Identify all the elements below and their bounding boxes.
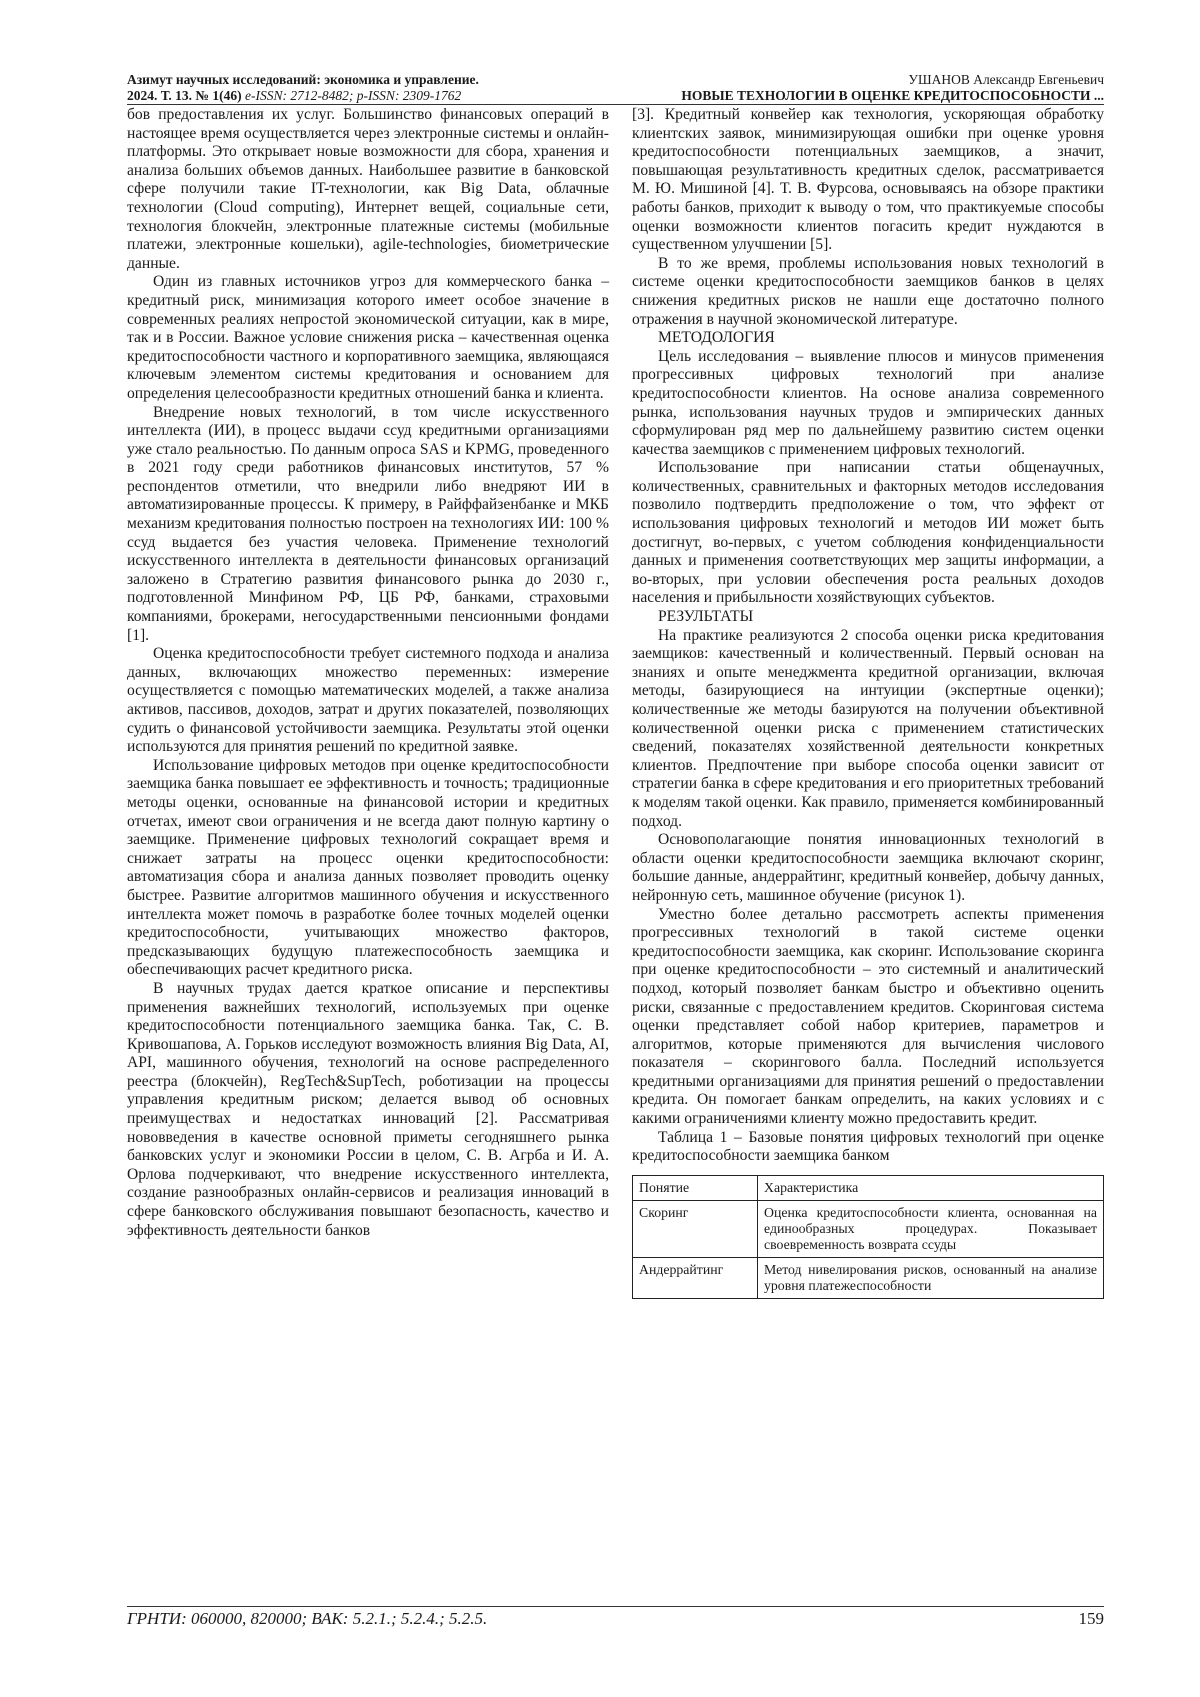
- paragraph: Уместно более детально рассмотреть аспекты применения прогрессивных технологий в такой системе оценки кредитоспособности заемщика, как скоринг. Использование скоринга при оценке кредитоспособности – это системный и аналитический подход, который позволяет банкам быстро и объективно оценить риски, связанные с предоставлением кредитов. Скоринговая система оценки представляет собой набор критериев, параметров и алгоритмов, которые применяются для вычисления числового показателя – скорингового балла. Последний используется кредитными организациями для принятия решений о предоставлении кредита. Он помогает банкам определить, на каких условиях и с какими ограничениями клиенту можно предоставить кредит.: [632, 905, 1104, 1128]
- table-header-cell: Характеристика: [758, 1175, 1104, 1200]
- left-column: [127, 106, 609, 1240]
- footer-divider: [127, 1606, 1104, 1607]
- table-caption: Таблица 1 – Базовые понятия цифровых технологий при оценке кредитоспособности заемщика банком: [632, 1128, 1104, 1165]
- paragraph: На практике реализуются 2 способа оценки риска кредитования заемщиков: качественный и количественный. Первый основан на знаниях и опыте менеджмента кредитной организации, включая методы, базирующиеся на интуиции (экспертные оценки); количественные же методы базируются на получении объективной количественной оценки риска с применением статистических сведений, показателях хозяйственной деятельности конкретных клиентов. Предпочтение при выборе способа оценки зависит от стратегии банка в сфере кредитования и его приоритетных требований к моделям такой оценки. Как правило, применяется комбинированный подход.: [632, 626, 1104, 830]
- header-divider: [127, 104, 1104, 105]
- table-cell-term: Андеррайтинг: [633, 1257, 758, 1298]
- paragraph: Внедрение новых технологий, в том числе искусственного интеллекта (ИИ), в процесс выдачи ссуд кредитными организациями уже стало реальностью. По данным опроса SAS и KPMG, проведенного в 2021 году среди работников финансовых институтов, 57 % респондентов отметили, что внедрили либо внедряют ИИ в автоматизированные процессы. К примеру, в Райффайзенбанке и МКБ механизм кредитования полностью построен на технологиях ИИ: 100 % ссуд выдается без участия человека. Применение технологий искусственного интеллекта в деятельности финансовых организаций заложено в Стратегию развития финансового рынка до 2030 г., подготовленной Минфином РФ, ЦБ РФ, банками, страховыми компаниями, брокерами, негосударственными пенсионными фондами [1].: [127, 403, 609, 644]
- page-number: 159: [1078, 1609, 1104, 1628]
- journal-name: Азимут научных исследований: экономика и управление.: [127, 72, 479, 87]
- paragraph: В научных трудах дается краткое описание и перспективы применения важнейших технологий, используемых при оценке кредитоспособности потенциального заемщика банка. Так, С. В. Кривошапова, А. Горьков исследуют возможность влияния Big Data, AI, API, машинного обучения, технологий на основе распределенного реестра (блокчейн), RegTech&SupTech, роботизации на процессы управления кредитным риском; делается вывод об основных преимуществах и недостатках инноваций [2]. Рассматривая нововведения в качестве основной приметы сегодняшнего рынка банковских услуг и экономики России в целом, С. В. Агрба и И. А. Орлова подчеркивают, что внедрение искусственного интеллекта, создание разнообразных онлайн-сервисов и реализация инноваций в сфере банковского обслуживания повышают безопасность, качество и эффективность деятельности банков: [127, 979, 609, 1239]
- paragraph: Использование цифровых методов при оценке кредитоспособности заемщика банка повышает ее эффективность и точность; традиционные методы оценки, основанные на финансовой истории и кредитных отчетах, имеют свои ограничения и не всегда дают полную картину о заемщике. Применение цифровых технологий сокращает время и снижает затраты на процесс оценки кредитоспособности: автоматизация сбора и анализа данных позволяет проводить оценку быстрее. Развитие алгоритмов машинного обучения и искусственного интеллекта может помочь в разработке более точных моделей оценки кредитоспособности, учитывающих множество факторов, предсказывающих будущую платежеспособность заемщика и обеспечивающих расчет кредитного риска.: [127, 756, 609, 979]
- right-column: [632, 106, 1104, 1299]
- concepts-table: [632, 1175, 1104, 1299]
- section-heading-methodology: МЕТОДОЛОГИЯ: [658, 329, 775, 347]
- article-info: [681, 72, 1104, 104]
- paragraph: Использование при написании статьи общенаучных, количественных, сравнительных и факторных методов исследования позволило подтвердить предположение о том, что эффект от использования цифровых технологий и методов ИИ может быть достигнут, во-первых, с учетом соблюдения конфиденциальности данных и применения соответствующих мер защиты информации, а во-вторых, при условии обеспечения роста реальных доходов населения и прибыльности хозяйствующих субъектов.: [632, 459, 1104, 607]
- journal-issn: e-ISSN: 2712-8482; p-ISSN: 2309-1762: [241, 88, 462, 103]
- author-name: УШАНОВ Александр Евгеньевич: [908, 72, 1104, 87]
- page-header: [127, 72, 1104, 106]
- paragraph: Оценка кредитоспособности требует системного подхода и анализа данных, включающих множество переменных: измерение осуществляется с помощью математических моделей, а также анализа активов, пассивов, доходов, затрат и других показателей, позволяющих судить о финансовой устойчивости заемщика. Результаты этой оценки используются для принятия решений по кредитной заявке.: [127, 645, 609, 756]
- paragraph: [3]. Кредитный конвейер как технология, ускоряющая обработку клиентских заявок, минимизирующая ошибки при оценке уровня кредитоспособности потенциальных заемщиков, а значит, повышающая результативность кредитных сделок, рассматривается М. Ю. Мишиной [4]. Т. В. Фурсова, основываясь на обзоре практики работы банков, приходит к выводу о том, что практикуемые способы оценки возможности клиентов погасить кредит нуждаются в существенном улучшении [5].: [632, 106, 1104, 254]
- table-cell-description: Метод нивелирования рисков, основанный на анализе уровня платежеспособности: [758, 1257, 1104, 1298]
- section-heading-results: РЕЗУЛЬТАТЫ: [658, 608, 754, 626]
- paragraph: Основополагающие понятия инновационных технологий в области оценки кредитоспособности заемщика включают скоринг, большие данные, андеррайтинг, кредитный конвейер, добычу данных, нейронную сеть, машинное обучение (рисунок 1).: [632, 831, 1104, 904]
- journal-issue: 2024. Т. 13. № 1(46): [127, 88, 242, 103]
- table-cell-description: Оценка кредитоспособности клиента, основанная на единообразных процедурах. Показывает своевременность возврата ссуды: [758, 1200, 1104, 1257]
- paragraph: Цель исследования – выявление плюсов и минусов применения прогрессивных цифровых технологий при анализе кредитоспособности клиентов. На основе анализа современного рынка, использования научных трудов и эмпирических данных сформулирован ряд мер по дальнейшему развитию систем оценки качества заемщиков с применением цифровых технологий.: [632, 347, 1104, 458]
- journal-info: [127, 72, 479, 104]
- running-title: НОВЫЕ ТЕХНОЛОГИИ В ОЦЕНКЕ КРЕДИТОСПОСОБНОСТИ ...: [681, 88, 1104, 103]
- paragraph: бов предоставления их услуг. Большинство финансовых операций в настоящее время осуществляется через электронные системы и онлайн-платформы. Это открывает новые возможности для сбора, хранения и анализа больших объемов данных. Наибольшее развитие в банковской сфере получили такие IT-технологии, как Big Data, облачные технологии (Cloud computing), Интернет вещей, социальные сети, технология блокчейн, электронные платежные системы (мобильные платежи, электронные кошельки), agile-technologies, биометрические данные.: [127, 106, 609, 272]
- paragraph: В то же время, проблемы использования новых технологий в системе оценки кредитоспособности заемщиков банков в целях снижения кредитных рисков не нашли еще достаточно полного отражения в научной экономической литературе.: [632, 254, 1104, 328]
- table-row: [633, 1257, 1104, 1298]
- table-header-row: [633, 1175, 1104, 1200]
- table-cell-term: Скоринг: [633, 1200, 758, 1257]
- table-header-cell: Понятие: [633, 1175, 758, 1200]
- paragraph: Один из главных источников угроз для коммерческого банка – кредитный риск, минимизация которого имеет особое значение в современных реалиях непростой экономической ситуации, как в мире, так и в России. Важное условие снижения риска – качественная оценка кредитоспособности частного и корпоративного заемщика, являющаяся ключевым элементом системы кредитования и основанием для определения целесообразности кредитных отношений банка и клиента.: [127, 273, 609, 402]
- table-row: [633, 1200, 1104, 1257]
- journal-issue-line: [127, 88, 479, 104]
- classification-codes: ГРНТИ: 060000, 820000; ВАК: 5.2.1.; 5.2.4.; 5.2.5.: [127, 1609, 488, 1628]
